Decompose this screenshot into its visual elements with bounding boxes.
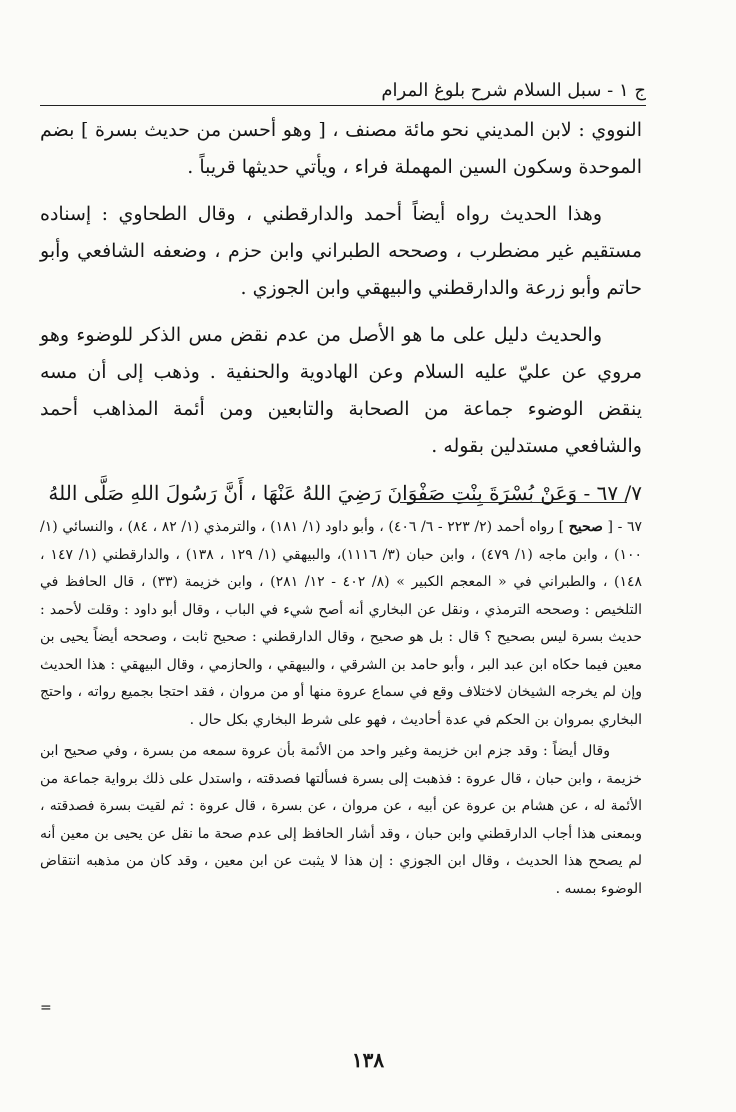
footnote-1-text: ] رواه أحمد (٢/ ٢٢٣ - ٦/ ٤٠٦) ، وأبو داود (١/ ١٨١) ، والترمذي (١/ ٨٢ ، ٨٤) ، والنسائي (١/ ١٠٠) ، وابن ماجه (١/ ٤٧٩) ، وابن حبان (٣/ ١١١٦)، والبيهقي (١/ ١٢٩ ، ١٣٨) ، والدارقطني (١/ ١٤٧ ، ١٤٨) ، والطبراني في « المعجم الكبير » (٨/ ٤٠٢ - ١٢/ ٢٨١) ، وابن خزيمة (٣٣) ، قال الحافظ في التلخيص : وصححه الترمذي ، ونقل عن البخاري أنه أصح شيء في الباب ، وقال أبو داود : وقلت لأحمد : حديث بسرة ليس بصحيح ؟ قال : بل هو صحيح ، وقال الدارقطني : صحيح ثابت ، وصححه أيضاً يحيى بن معين فيما حكاه ابن عبد البر ، وأبو حامد بن الشرقي ، والبيهقي ، والحازمي ، وقال البيهقي : هذا الحديث وإن لم يخرجه الشيخان لاختلاف وقع في سماع عروة منها أو من مروان ، فقد احتجا بجميع رواته ، واحتج البخاري بمروان بن الحكم في عدة أحاديث ، فهو على شرط البخاري بكل حال . (40, 519, 643, 728)
main-text (40, 112, 642, 522)
paragraph-2: وهذا الحديث رواه أيضاً أحمد والدارقطني ، وقال الطحاوي : إسناده مستقيم غير مضطرب ، وصححه الطبراني وابن حزم ، وضعفه الشافعي وأبو حاتم وأبو زرعة والدارقطني والبيهقي وابن الجوزي . (40, 203, 642, 299)
page-number: ١٣٨ (351, 1048, 385, 1072)
hadith-text: ٧/ ٦٧ - وَعَنْ بُسْرَةَ بِنْتِ صَفْوَانَ رَضِيَ اللهُ عَنْهَا ، أَنَّ رَسُولَ اللهِ صَلَّى اللهُ (48, 481, 642, 505)
footnote-2: وقال أيضاً : وقد جزم ابن خزيمة وغير واحد من الأئمة بأن عروة سمعه من بسرة ، وفي صحيح ابن خزيمة ، وابن حبان ، قال عروة : فذهبت إلى بسرة فسألتها فصدقته ، واستدل على ذلك برواية جماعة من الأئمة له ، عن هشام بن عروة عن أبيه ، عن مروان ، عن بسرة ، قال عروة : ثم لقيت بسرة فصدقته ، وبمعنى هذا أجاب الدارقطني وابن حبان ، وقد أشار الحافظ إلى عدم صحة ما نقل عن يحيى بن معين أنه لم يصحح هذا الحديث ، وقال ابن الجوزي : إن هذا لا يثبت عن ابن معين ، وقد كان من مذهبه انتقاض الوضوء بمسه . (40, 743, 642, 897)
header-divider (40, 105, 646, 106)
paragraph-3: والحديث دليل على ما هو الأصل من عدم نقض مس الذكر للوضوء وهو مروي عن عليّ عليه السلام وعن الهادوية والحنفية . وذهب إلى أن مسه ينقض الوضوء جماعة من الصحابة والتابعين ومن أئمة المذاهب أحمد والشافعي مستدلين بقوله . (40, 324, 642, 457)
running-header (38, 76, 646, 106)
continuation-mark: = (40, 1000, 52, 1016)
footnotes (40, 514, 642, 905)
running-header-title: ج ١ - سبل السلام شرح بلوغ المرام (381, 80, 646, 101)
footnote-1 (40, 514, 642, 734)
footnote-divider (400, 502, 627, 503)
footnote-grade: صحيح (568, 519, 603, 535)
paragraph-1: النووي : لابن المديني نحو مائة مصنف ، [ وهو أحسن من حديث بسرة ] بضم الموحدة وسكون السين المهملة فراء ، ويأتي حديثها قريباً . (40, 119, 642, 178)
footnote-number: ٦٧ - [ (607, 519, 642, 535)
